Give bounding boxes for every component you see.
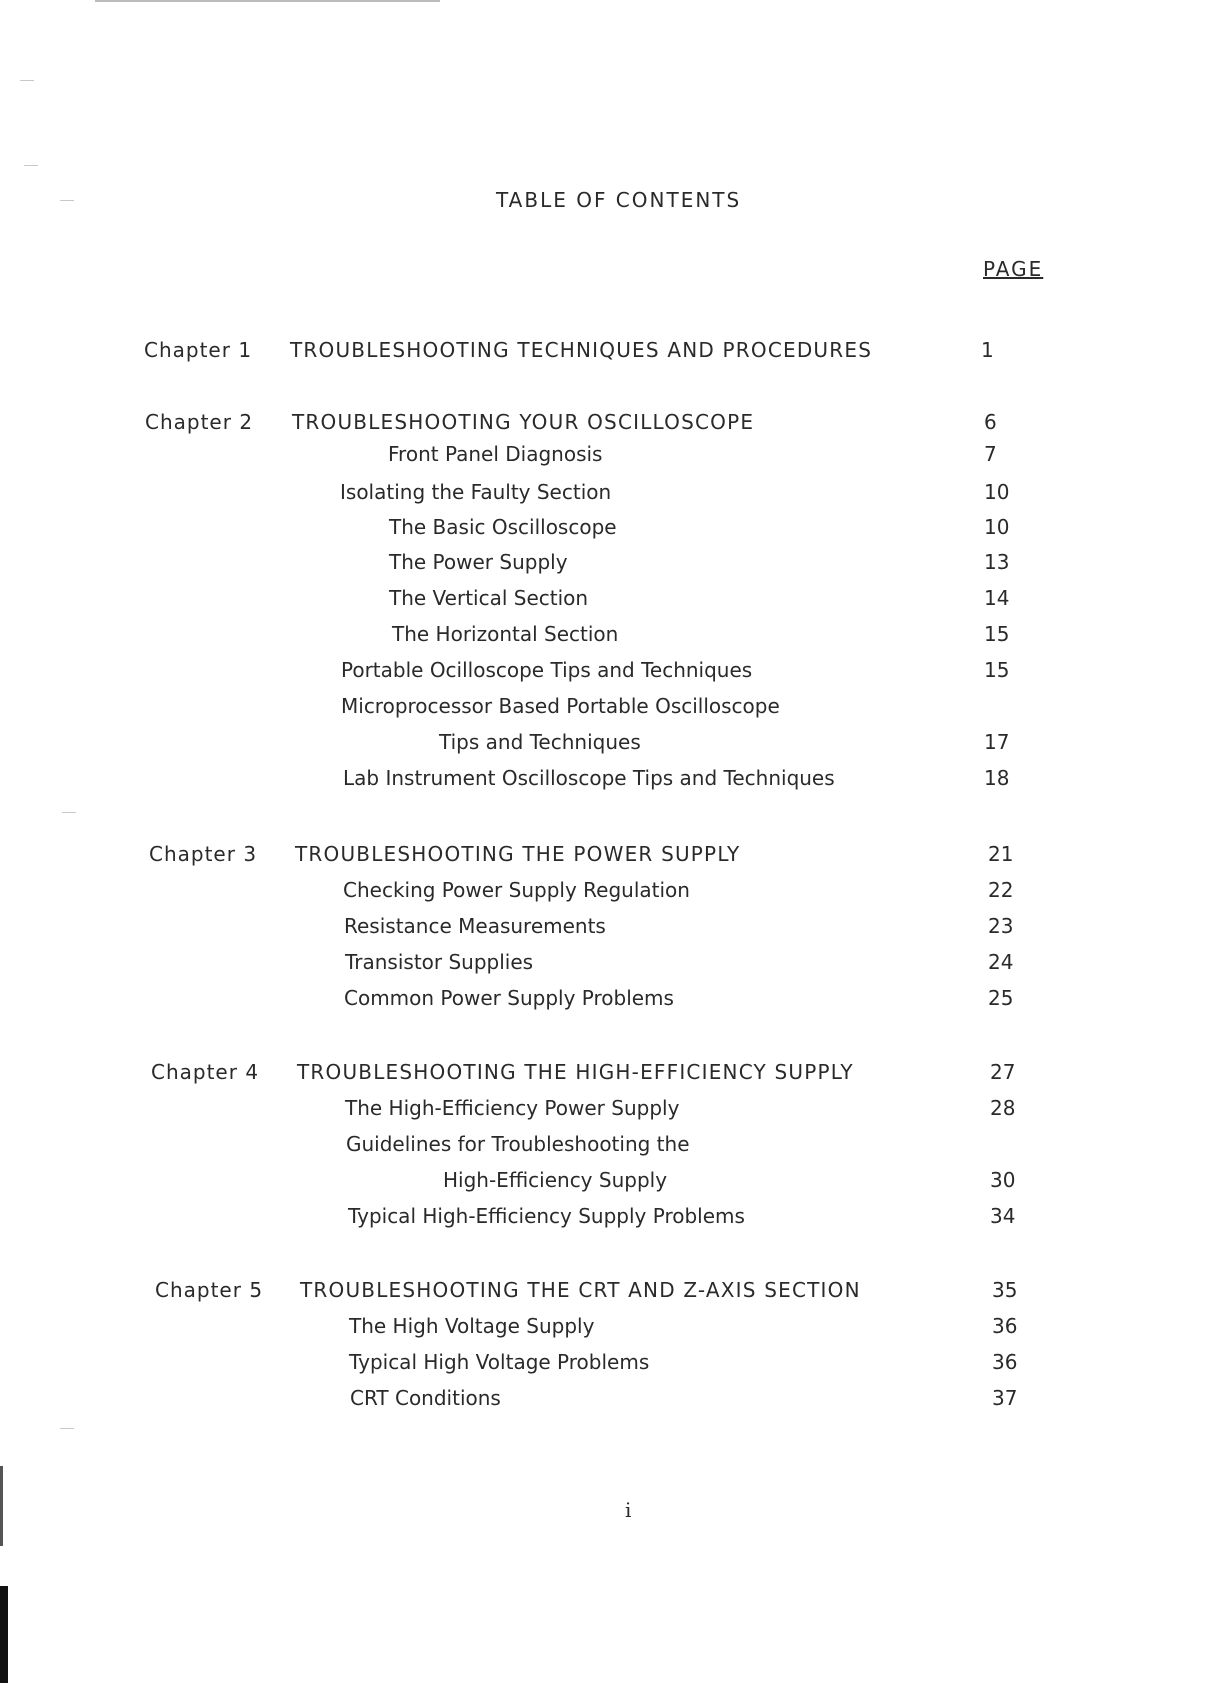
toc-entry: The High Voltage Supply xyxy=(349,1314,595,1338)
page-number: 27 xyxy=(990,1060,1016,1084)
chapter-title: TROUBLESHOOTING THE HIGH-EFFICIENCY SUPPLY xyxy=(297,1060,854,1084)
scan-top-rule xyxy=(95,0,440,2)
page-number: 22 xyxy=(988,878,1014,902)
page-number: 1 xyxy=(981,338,994,362)
page-number: 36 xyxy=(992,1350,1018,1374)
scan-speck xyxy=(60,200,74,201)
toc-entry: The Basic Oscilloscope xyxy=(389,515,617,539)
page-number: 28 xyxy=(990,1096,1016,1120)
page-number: 17 xyxy=(984,730,1010,754)
toc-entry: The Vertical Section xyxy=(389,586,589,610)
toc-entry: Checking Power Supply Regulation xyxy=(343,878,690,902)
scan-speck xyxy=(62,812,76,813)
chapter-label: Chapter 2 xyxy=(145,410,254,434)
toc-entry: Guidelines for Troubleshooting the xyxy=(346,1132,690,1156)
toc-entry: Typical High Voltage Problems xyxy=(349,1350,650,1374)
page-title: TABLE OF CONTENTS xyxy=(496,188,742,212)
toc-entry: Transistor Supplies xyxy=(345,950,534,974)
page-number: 6 xyxy=(984,410,997,434)
toc-entry: Typical High-Efficiency Supply Problems xyxy=(348,1204,745,1228)
toc-entry: Common Power Supply Problems xyxy=(344,986,674,1010)
page-number: 15 xyxy=(984,622,1010,646)
toc-entry: Tips and Techniques xyxy=(439,730,641,754)
scan-edge-line xyxy=(0,1466,3,1546)
page-number: 34 xyxy=(990,1204,1016,1228)
chapter-label: Chapter 3 xyxy=(149,842,258,866)
page-column-header: PAGE xyxy=(983,257,1044,281)
toc-entry: Microprocessor Based Portable Oscilloscope xyxy=(341,694,780,718)
toc-entry: Portable Ocilloscope Tips and Techniques xyxy=(341,658,753,682)
chapter-title: TROUBLESHOOTING THE CRT AND Z-AXIS SECTION xyxy=(300,1278,861,1302)
scan-speck xyxy=(20,80,34,81)
toc-entry: The Horizontal Section xyxy=(392,622,619,646)
page-number: 37 xyxy=(992,1386,1018,1410)
page-number: 36 xyxy=(992,1314,1018,1338)
chapter-title: TROUBLESHOOTING YOUR OSCILLOSCOPE xyxy=(292,410,755,434)
page-number: 10 xyxy=(984,480,1010,504)
page-number: 23 xyxy=(988,914,1014,938)
page-number: 15 xyxy=(984,658,1010,682)
chapter-title: TROUBLESHOOTING TECHNIQUES AND PROCEDURES xyxy=(290,338,873,362)
toc-entry: Lab Instrument Oscilloscope Tips and Techniques xyxy=(343,766,835,790)
page-number: 30 xyxy=(990,1168,1016,1192)
scan-speck xyxy=(24,165,38,166)
page-number: 35 xyxy=(992,1278,1018,1302)
page-number: 18 xyxy=(984,766,1010,790)
toc-entry: Isolating the Faulty Section xyxy=(340,480,612,504)
page-number: 7 xyxy=(984,442,997,466)
toc-entry: High-Efficiency Supply xyxy=(443,1168,668,1192)
page-number: 21 xyxy=(988,842,1014,866)
toc-entry: The High-Efficiency Power Supply xyxy=(345,1096,680,1120)
page-number: 10 xyxy=(984,515,1010,539)
page-number: 25 xyxy=(988,986,1014,1010)
toc-entry: Resistance Measurements xyxy=(344,914,606,938)
page-number: 13 xyxy=(984,550,1010,574)
scan-speck xyxy=(60,1428,74,1429)
scan-edge-bar xyxy=(0,1586,8,1683)
page-number: 24 xyxy=(988,950,1014,974)
chapter-label: Chapter 4 xyxy=(151,1060,260,1084)
chapter-title: TROUBLESHOOTING THE POWER SUPPLY xyxy=(295,842,741,866)
page-number: 14 xyxy=(984,586,1010,610)
chapter-label: Chapter 1 xyxy=(144,338,253,362)
footer-page-number: i xyxy=(625,1498,632,1522)
toc-entry: The Power Supply xyxy=(389,550,568,574)
toc-entry: Front Panel Diagnosis xyxy=(388,442,603,466)
toc-entry: CRT Conditions xyxy=(350,1386,501,1410)
chapter-label: Chapter 5 xyxy=(155,1278,264,1302)
